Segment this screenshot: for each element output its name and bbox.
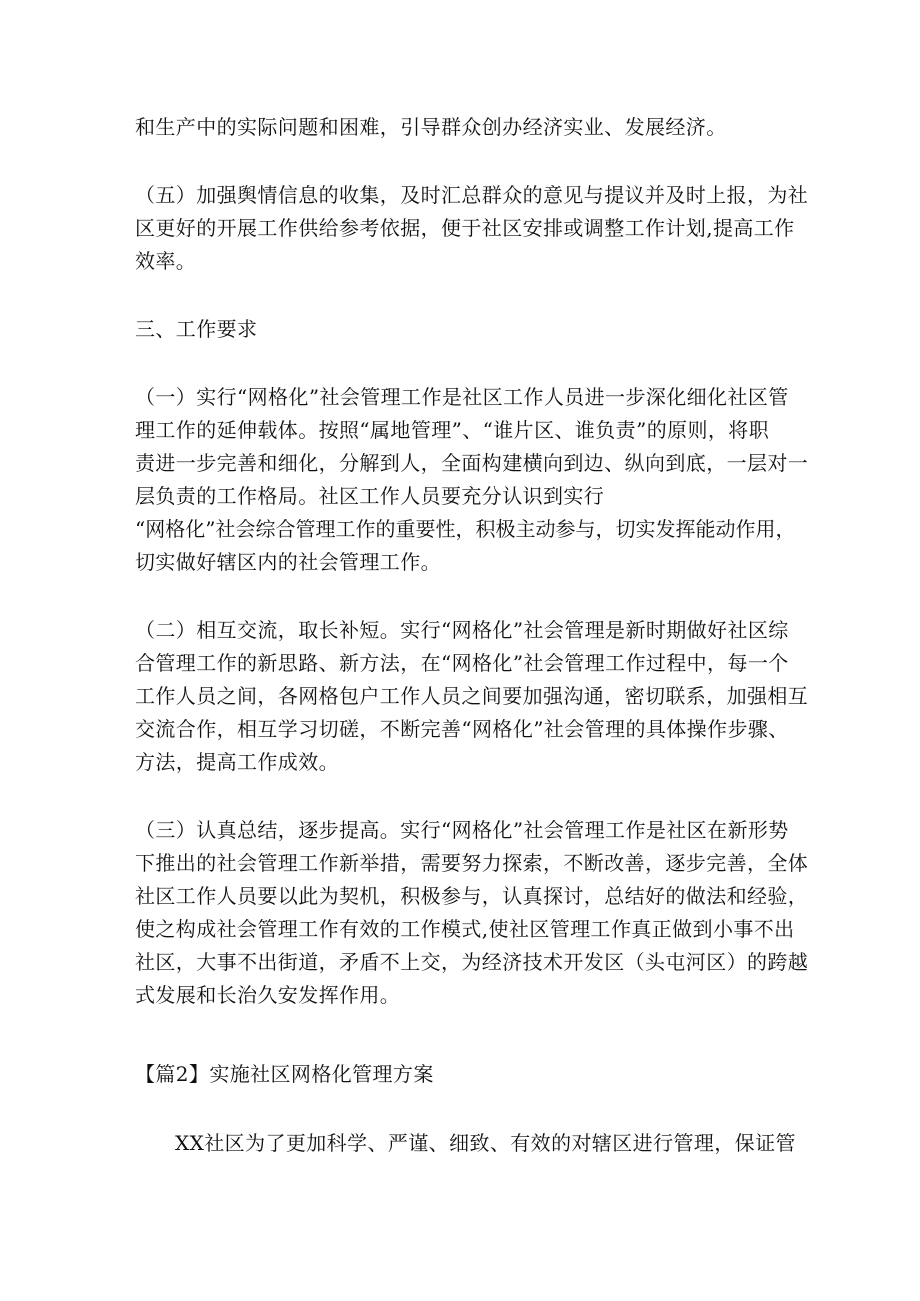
article-heading: 【篇2】实施社区网格化管理方案 [135, 1062, 434, 1086]
text-line: 交流合作，相互学习切磋，不断完善“网格化”社会管理的具体操作步骤、 [135, 717, 789, 741]
text-line: 切实做好辖区内的社会管理工作。 [135, 550, 441, 574]
text-line: 下推出的社会管理工作新举措，需要努力探索，不断改善，逐步完善，全体 [135, 851, 809, 875]
text-line: 合管理工作的新思路、新方法，在“网格化”社会管理工作过程中，每一个 [135, 651, 789, 675]
text-line: 层负责的工作格局。社区工作人员要充分认识到实行 [135, 484, 605, 508]
text-line: 工作人员之间，各网格包户工作人员之间要加强沟通，密切联系，加强相互 [135, 684, 809, 708]
section-heading: 三、工作要求 [135, 317, 258, 341]
text-line: 理工作的延伸载体。按照“属地管理”、“谁片区、谁负责”的原则，将职 [135, 418, 770, 442]
text-line: XX社区为了更加科学、严谨、细致、有效的对辖区进行管理，保证管 [175, 1131, 796, 1155]
text-line: 社区工作人员要以此为契机，积极参与，认真探讨，总结好的做法和经验， [135, 884, 809, 908]
text-line: 使之构成社会管理工作有效的工作模式,使社区管理工作真正做到小事不出 [135, 917, 795, 941]
text-line: 社区，大事不出街道，矛盾不上交，为经济技术开发区（头屯河区）的跨越 [135, 950, 809, 974]
text-line: （五）加强舆情信息的收集，及时汇总群众的意见与提议并及时上报，为社 [135, 183, 809, 207]
text-line: （二）相互交流，取长补短。实行“网格化”社会管理是新时期做好社区综 [135, 618, 789, 642]
text-line: “网格化”社会综合管理工作的重要性，积极主动参与，切实发挥能动作用， [135, 517, 796, 541]
text-line: （三）认真总结，逐步提高。实行“网格化”社会管理工作是社区在新形势 [135, 818, 789, 842]
text-line: 方法，提高工作成效。 [135, 750, 339, 774]
text-line: （一）实行“网格化”社会管理工作是社区工作人员进一步深化细化社区管 [135, 385, 789, 409]
text-line: 责进一步完善和细化，分解到人，全面构建横向到边、纵向到底，一层对一 [135, 451, 809, 475]
text-line: 区更好的开展工作供给参考依据，便于社区安排或调整工作计划,提高工作 [135, 216, 795, 240]
text-line: 效率。 [135, 249, 197, 273]
text-line: 和生产中的实际问题和困难，引导群众创办经济实业、发展经济。 [135, 115, 727, 139]
text-line: 式发展和长治久安发挥作用。 [135, 983, 401, 1007]
